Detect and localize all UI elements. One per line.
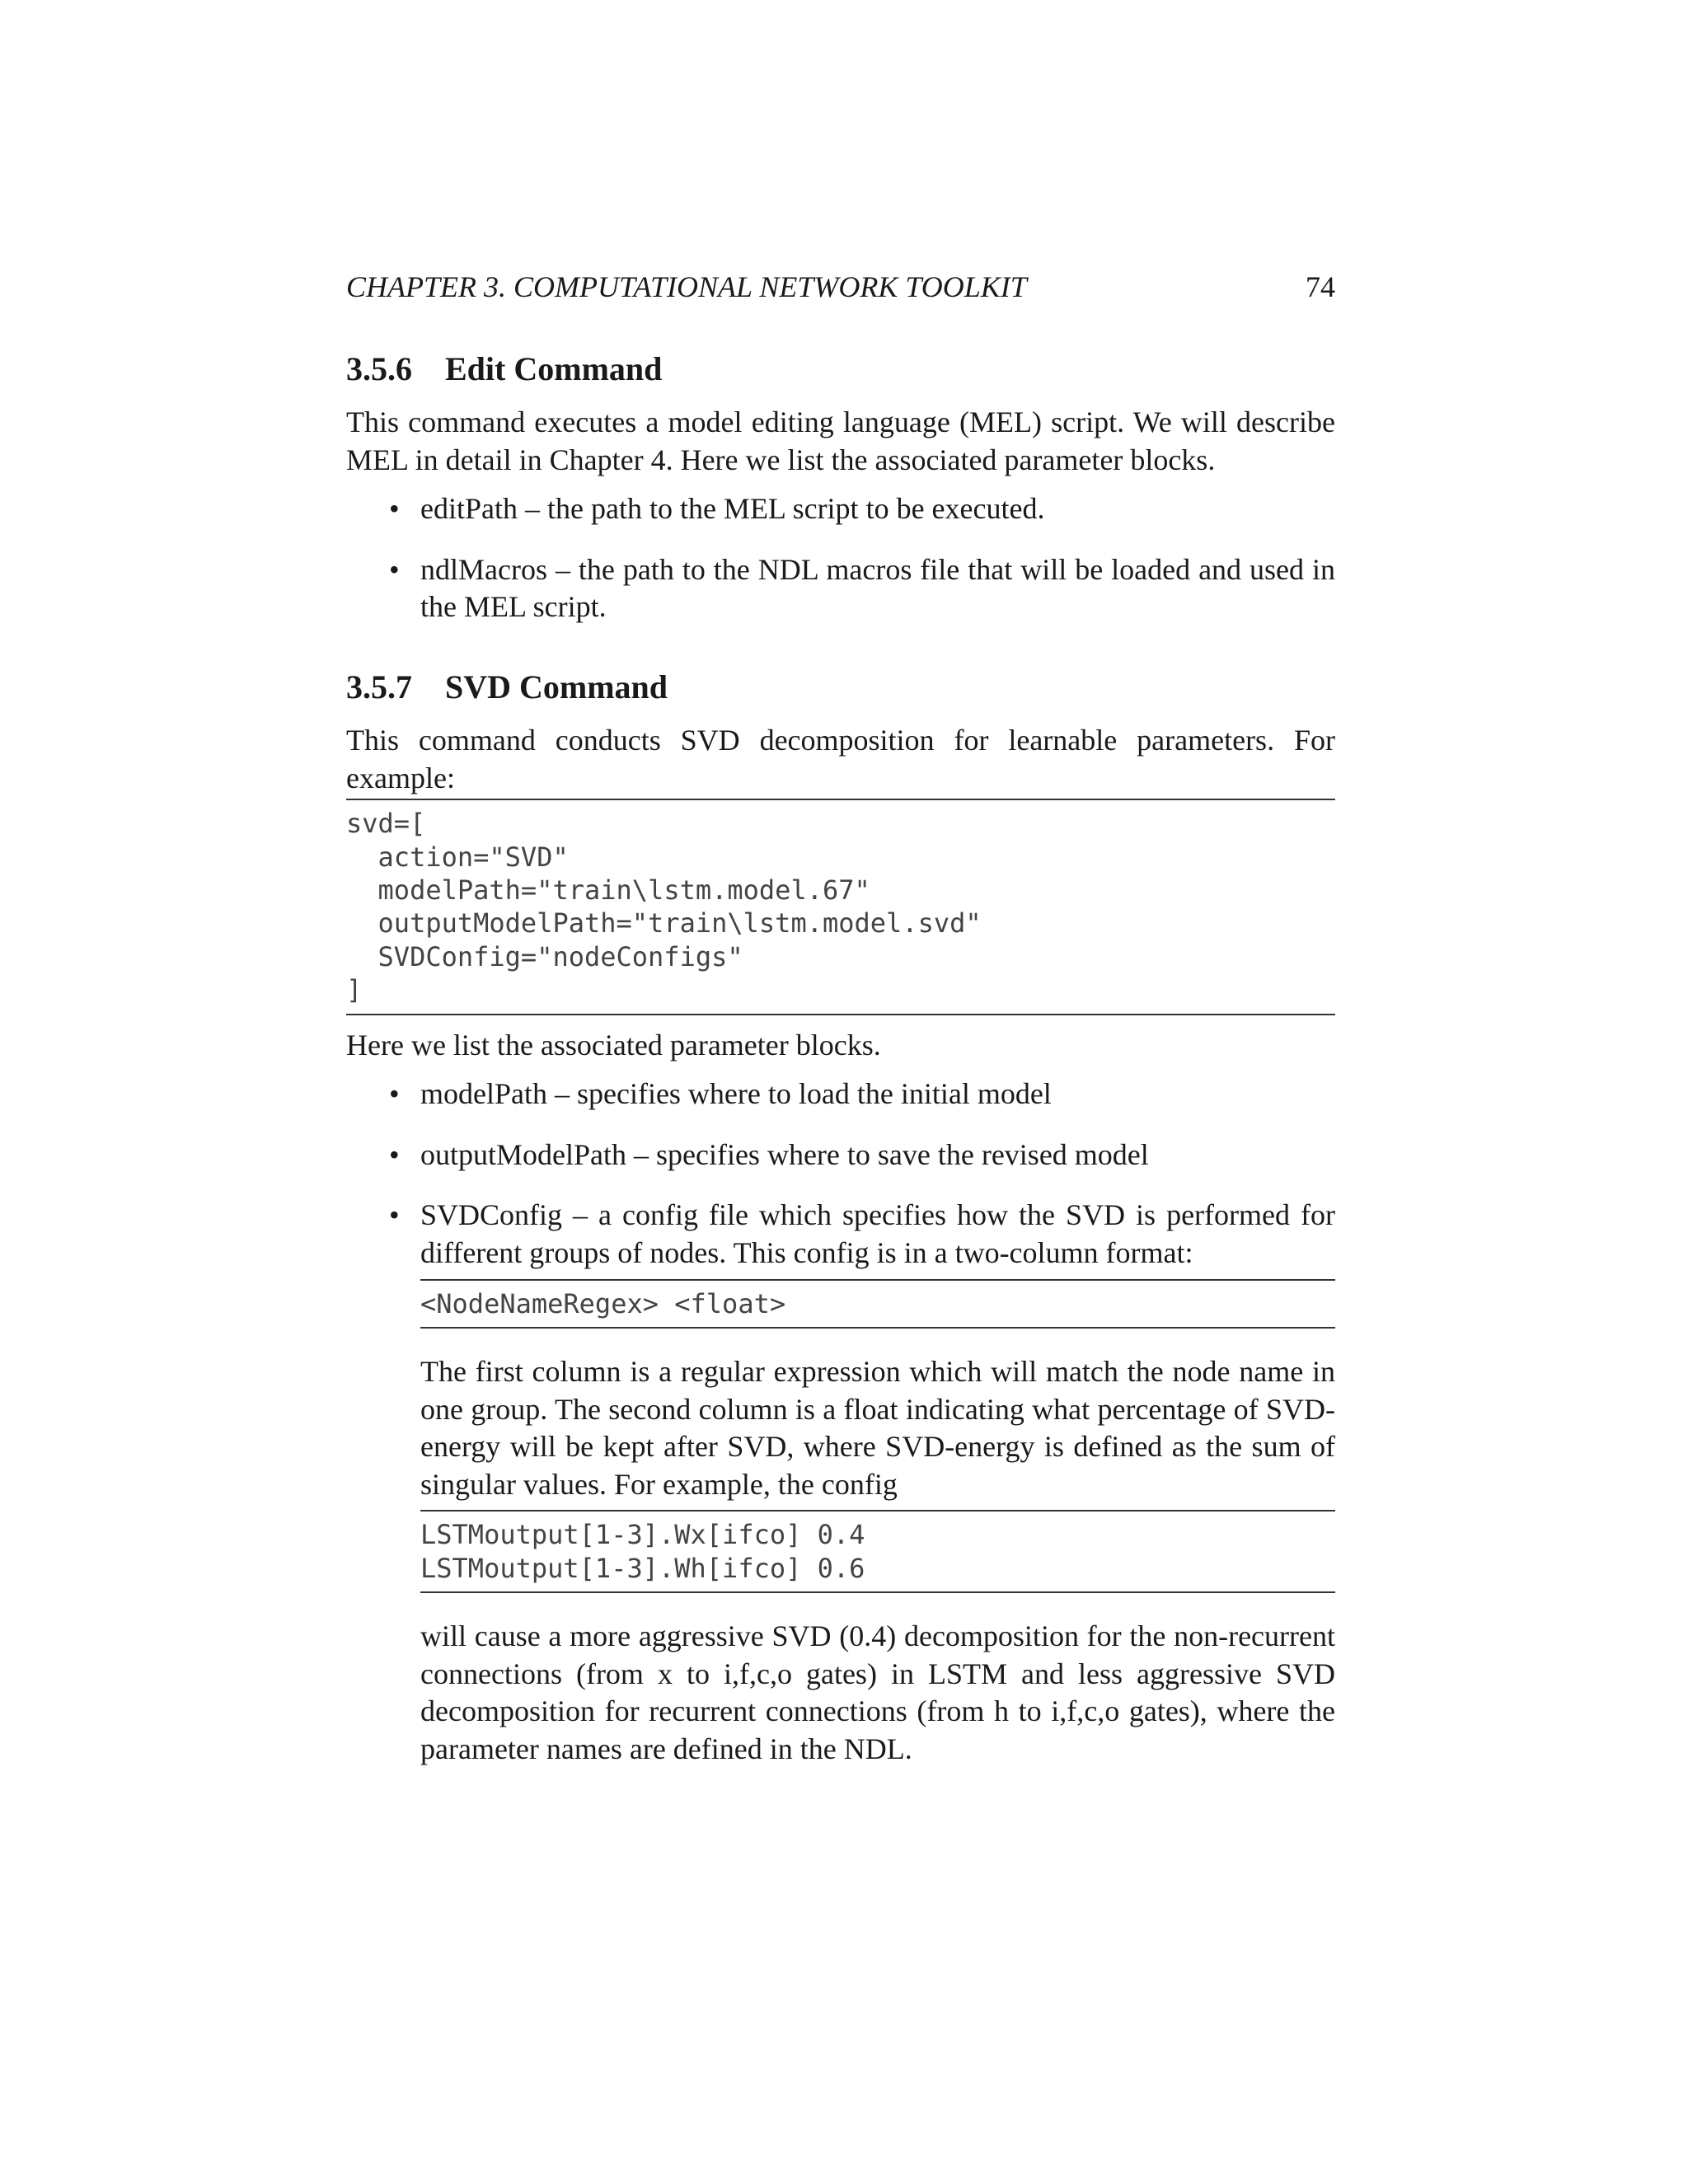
edit-parameter-list (346, 490, 1335, 626)
svdconfig-description: • SVDConfig – a config file which specifies how the SVD is performed for different groups of nodes. This config is in a two-column format: (420, 1198, 1335, 1269)
list-item: • editPath – the path to the MEL script to be executed. (420, 490, 1335, 528)
svd-code: svd=[ action="SVD" modelPath="train\lstm.model.67" outputModelPath="train\lstm.model.svd" SVDConfig="nodeConfigs" ] (346, 808, 982, 1006)
chapter-title: CHAPTER 3. COMPUTATIONAL NETWORK TOOLKIT (346, 270, 1027, 303)
section-heading-svd (346, 664, 1335, 710)
list-item: • modelPath – specifies where to load the initial model (420, 1076, 1335, 1113)
list-item: • outputModelPath – specifies where to save the revised model (420, 1137, 1335, 1174)
example-code-block (420, 1510, 1335, 1593)
format-explanation: The first column is a regular expression which will match the node name in one group. The second column is a float indicating what percentage of SVD-energy will be kept after SVD, where SVD-energy is defined as the sum of singular values. For example, the config (420, 1354, 1335, 1501)
page-number: 74 (1306, 270, 1335, 303)
section-title: Edit Command (445, 350, 663, 387)
section-heading-edit (346, 346, 1335, 392)
list-item (420, 1197, 1335, 1768)
section-title: SVD Command (445, 668, 668, 705)
svd-parameters-intro: Here we list the associated parameter blocks. (346, 1028, 881, 1062)
section-number: 3.5.6 (346, 350, 412, 387)
example-explanation: will cause a more aggressive SVD (0.4) decomposition for the non-recurrent connections (from x to i,f,c,o gates) in LSTM and less aggressive SVD decomposition for recurrent connections (from h to i,f,c,o gates), where the parameter names are defined in the NDL. (420, 1619, 1335, 1765)
page-content (346, 346, 1335, 1769)
example-code: LSTMoutput[1-3].Wx[ifco] 0.4 LSTMoutput[1-3].Wh[ifco] 0.6 (420, 1519, 865, 1584)
edit-intro-paragraph: This command executes a model editing language (MEL) script. We will describe MEL in detail in Chapter 4. Here we list the associated parameter blocks. (346, 405, 1335, 476)
svd-intro-paragraph: This command conducts SVD decomposition for learnable parameters. For example: (346, 723, 1335, 794)
svd-code-block (346, 799, 1335, 1015)
svd-parameter-list (346, 1076, 1335, 1768)
list-item: • ndlMacros – the path to the NDL macros file that will be loaded and used in the MEL script. (420, 551, 1335, 626)
format-code: <NodeNameRegex> <float> (420, 1287, 786, 1319)
format-code-block (420, 1279, 1335, 1329)
section-number: 3.5.7 (346, 668, 412, 705)
